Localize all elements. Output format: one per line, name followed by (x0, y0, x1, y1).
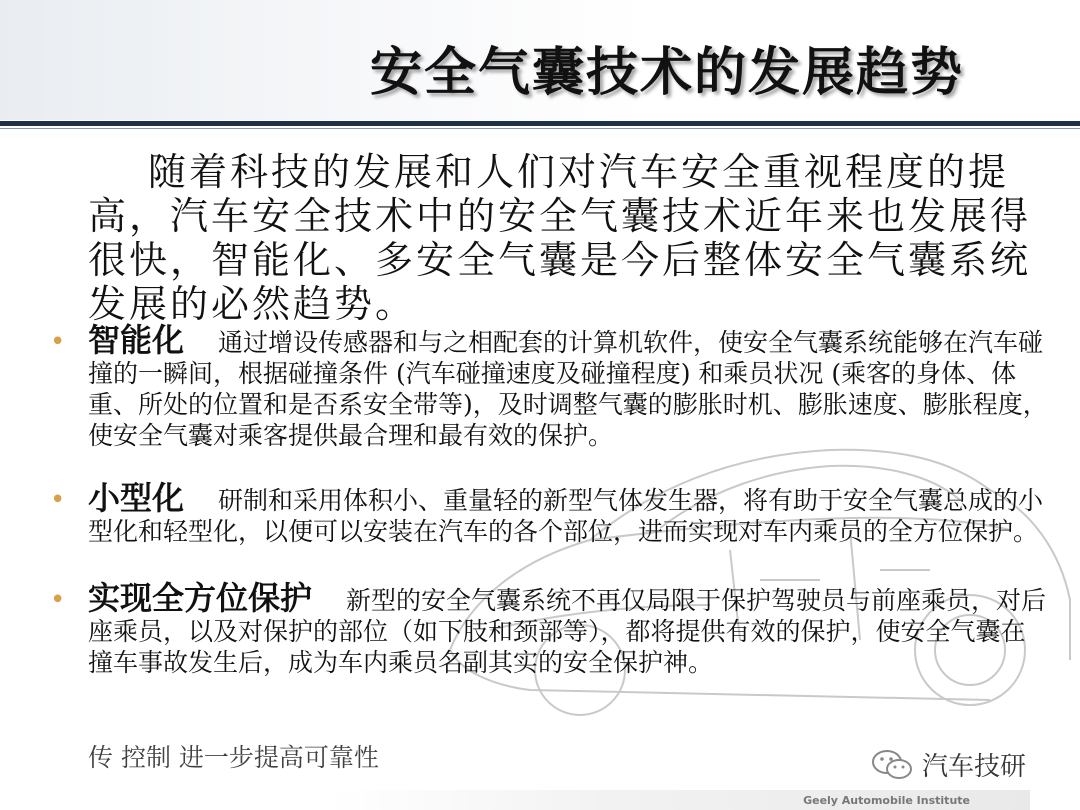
bullet-term: 实现全方位保护 (88, 579, 313, 617)
slide-title: 安全气囊技术的发展趋势 (370, 43, 965, 103)
bullet-term: 小型化 (88, 479, 185, 517)
bullet-text: 通过增设传感器和与之相配套的计算机软件，使安全气囊系统能够在汽车碰撞的一瞬间，根据碰撞条件 (汽车碰撞速度及碰撞程度) 和乘员状况 (乘客的身体、体重、所处的位置和是否系安全带等)，及时调整气囊的膨胀时机、膨胀速度、膨胀程度，使安全气囊对乘客提供最合理和最有效的保护。 (88, 328, 1048, 450)
intro-paragraph (88, 150, 1048, 326)
footer-strip (330, 790, 1030, 810)
intro-text: 随着科技的发展和人们对汽车安全重视程度的提高，汽车安全技术中的安全气囊技术近年来也发展得很快，智能化、多安全气囊是今后整体安全气囊系统发展的必然趋势。 (88, 150, 1032, 326)
bullet-dot-icon: • (50, 485, 66, 515)
title-underline-thin (0, 128, 1080, 129)
bullet-dot-icon: • (50, 585, 66, 615)
cut-off-text: 传 控制 进一步提高可靠性 (88, 743, 379, 772)
bullet-term: 智能化 (88, 321, 185, 359)
footer-institute: Geely Automobile Institute (803, 794, 970, 807)
bullet-miniaturization (50, 479, 1050, 547)
bullet-full-protection (50, 579, 1050, 678)
watermark-label: 汽车技研 (922, 752, 1027, 782)
title-underline (0, 121, 1080, 126)
bullet-intelligent (50, 321, 1050, 451)
bullet-dot-icon: • (50, 327, 66, 357)
bullet-text: 新型的安全气囊系统不再仅局限于保护驾驶员与前座乘员，对后座乘员，以及对保护的部位（如下肢和颈部等），都将提供有效的保护，使安全气囊在撞车事故发生后，成为车内乘员名副其实的安全保护神。 (88, 586, 1047, 677)
wechat-icon (870, 748, 914, 782)
bullet-text: 研制和采用体积小、重量轻的新型气体发生器，将有助于安全气囊总成的小型化和轻型化，以便可以安装在汽车的各个部位，进而实现对车内乘员的全方位保护。 (88, 486, 1044, 546)
watermark (870, 746, 1026, 783)
